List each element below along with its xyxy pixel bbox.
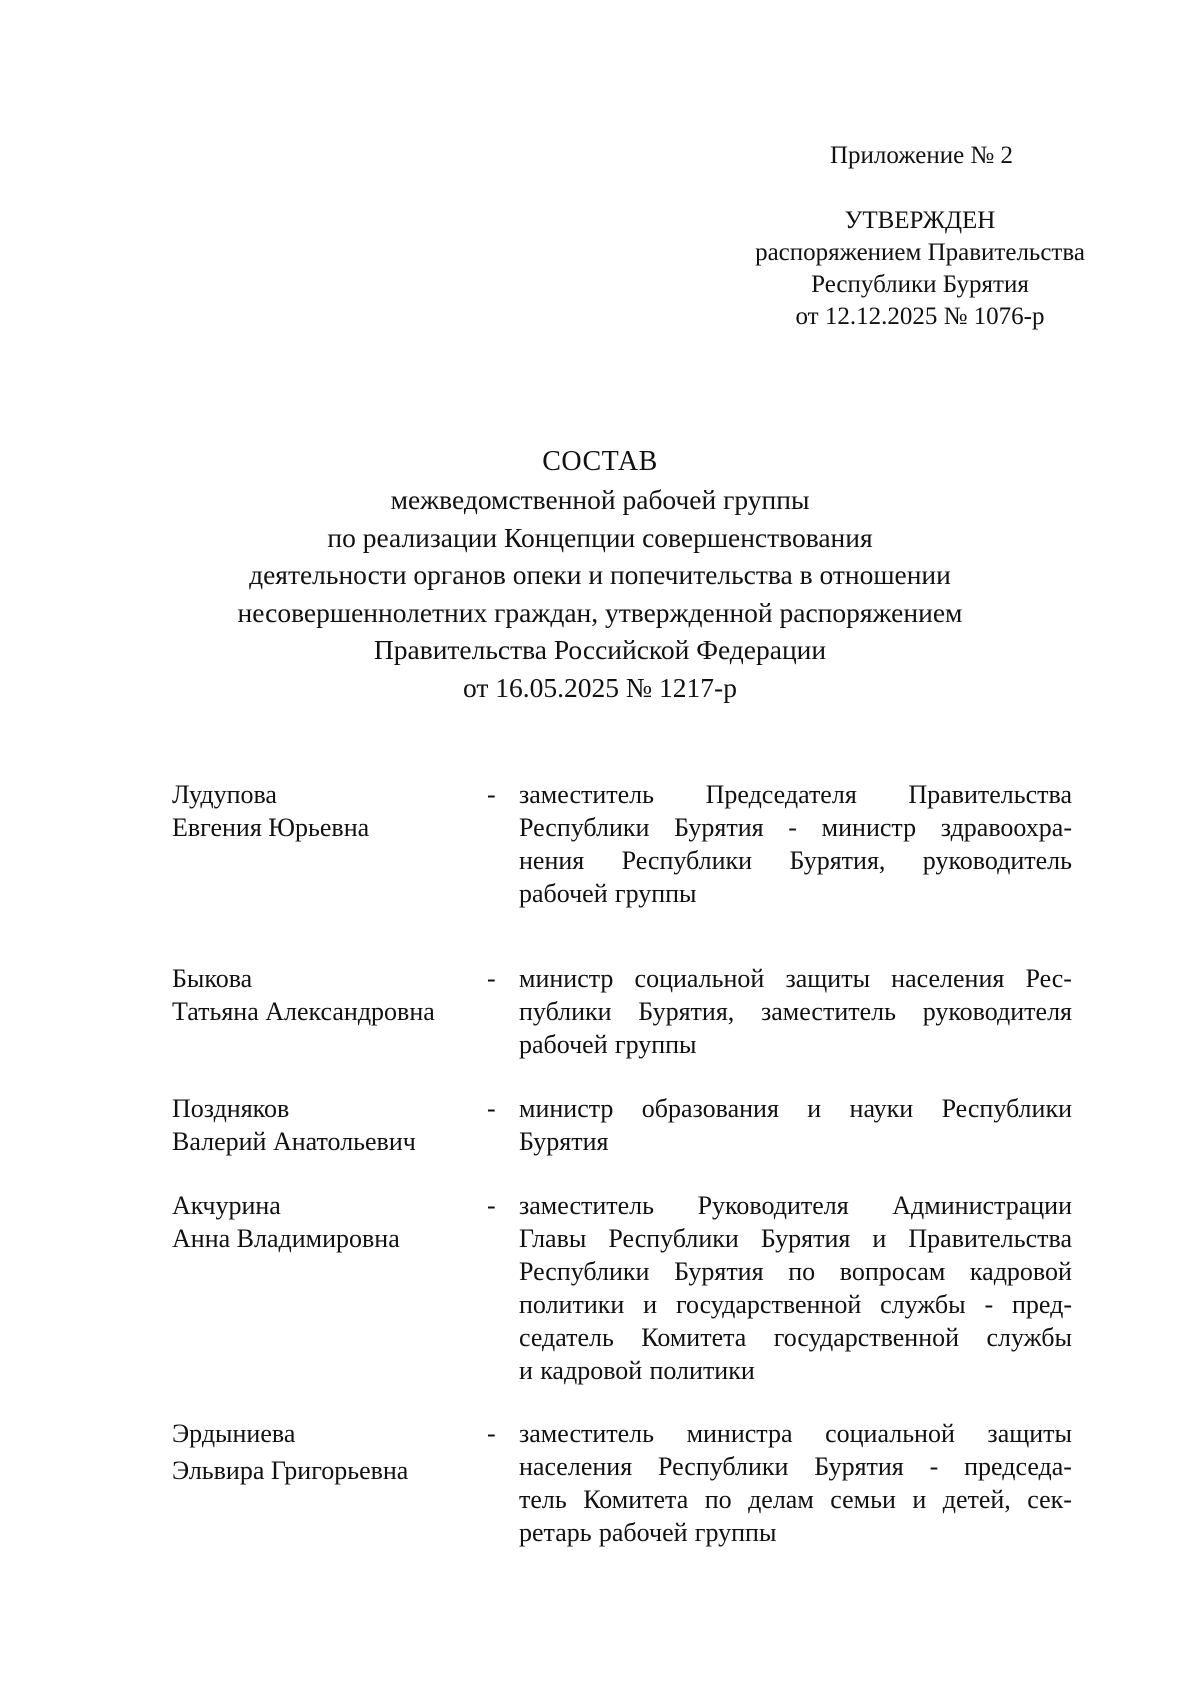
- heading-line: несовершеннолетних граждан, утвержденной распоряжением: [237, 596, 963, 628]
- member-role-line: [519, 1125, 1072, 1158]
- member-name: [172, 1189, 472, 1255]
- role-word: службы: [880, 1290, 966, 1319]
- role-word: Республики: [519, 813, 650, 842]
- member-role-line: [519, 1483, 1072, 1516]
- heading-line: межведомственной рабочей группы: [390, 484, 810, 515]
- role-word: кадровой: [969, 1257, 1072, 1286]
- member-name: [172, 962, 472, 1028]
- member-role-line: [519, 1288, 1072, 1321]
- role-word: детей,: [942, 1485, 1011, 1514]
- member-given-names: Анна Владимировна: [172, 1224, 400, 1253]
- role-word: Республики: [621, 846, 753, 875]
- member-given-names: Эльвира Григорьевна: [172, 1456, 409, 1485]
- role-word: науки: [849, 1094, 914, 1123]
- member-role-line: [519, 1028, 1072, 1061]
- role-word: ретарь: [519, 1518, 592, 1547]
- role-word: образования: [641, 1094, 779, 1123]
- role-word: министр: [821, 813, 917, 842]
- role-word: сек-: [1027, 1485, 1072, 1514]
- role-word: Бурятия: [674, 1257, 764, 1286]
- member-role-line: [519, 1354, 1072, 1387]
- approval-stamp-block: [740, 205, 1100, 333]
- role-word: рабочей: [519, 1030, 608, 1059]
- role-word: Комитета: [583, 1485, 689, 1514]
- member-given-names: Татьяна Александровна: [172, 997, 435, 1026]
- member-surname: Эрдыниева: [172, 1419, 296, 1448]
- member-role-line: [519, 844, 1072, 877]
- role-word: и: [519, 1356, 533, 1385]
- member-role-line: [519, 811, 1072, 844]
- member-name: [172, 778, 472, 844]
- role-word: рабочей: [598, 1518, 688, 1547]
- heading-title: СОСТАВ: [542, 446, 658, 477]
- role-word: и: [912, 1485, 927, 1514]
- member-dash: -: [487, 780, 496, 809]
- role-word: Правительства: [908, 780, 1072, 809]
- role-word: тель: [519, 1485, 567, 1514]
- member-surname: Быкова: [172, 964, 253, 993]
- member-role: [519, 1417, 1072, 1549]
- role-word: защиты: [785, 964, 871, 993]
- role-word: Республики: [608, 1224, 739, 1253]
- role-word: Руководителя: [697, 1191, 849, 1220]
- role-word: защиты: [987, 1419, 1072, 1448]
- member-dash: -: [487, 1094, 496, 1123]
- role-word: группы: [614, 1030, 697, 1059]
- member-role-line: [519, 1516, 1072, 1549]
- member-given-names: Валерий Анатольевич: [172, 1127, 416, 1156]
- member-role: [519, 778, 1072, 910]
- role-word: министр: [519, 1094, 614, 1123]
- role-word: Республики: [658, 1452, 789, 1481]
- approval-line: от 12.12.2025 № 1076-р: [795, 303, 1045, 330]
- role-word: седатель: [519, 1323, 614, 1352]
- role-word: кадровой: [540, 1356, 643, 1385]
- role-word: Комитета: [641, 1323, 747, 1352]
- member-role: [519, 1189, 1072, 1387]
- role-word: публики: [519, 997, 612, 1026]
- role-word: заместитель: [760, 997, 896, 1026]
- role-word: -: [788, 813, 797, 842]
- role-word: Бурятия: [519, 1127, 609, 1156]
- approval-line: распоряжением Правительства: [755, 239, 1085, 266]
- role-word: населения: [519, 1452, 633, 1481]
- role-word: Главы: [519, 1224, 587, 1253]
- role-word: нения: [519, 846, 585, 875]
- role-word: руководитель: [922, 846, 1072, 875]
- member-role-line: [519, 962, 1072, 995]
- role-word: социальной: [825, 1419, 955, 1448]
- approval-title: УТВЕРЖДЕН: [844, 207, 996, 234]
- role-word: -: [984, 1290, 994, 1319]
- member-dash: -: [487, 964, 496, 993]
- role-word: делам: [748, 1485, 814, 1514]
- member-surname: Поздняков: [172, 1094, 290, 1123]
- role-word: заместитель: [519, 1419, 655, 1448]
- role-word: министр: [519, 964, 614, 993]
- member-role: [519, 962, 1072, 1061]
- role-word: пред-: [1012, 1290, 1072, 1319]
- role-word: руководителя: [922, 997, 1072, 1026]
- role-word: Рес-: [1025, 964, 1072, 993]
- member-role-line: [519, 1450, 1072, 1483]
- member-given-names: Евгения Юрьевна: [172, 813, 370, 842]
- role-word: политики: [519, 1290, 625, 1319]
- role-word: Бурятия: [760, 1224, 851, 1253]
- role-word: населения: [891, 964, 1005, 993]
- heading-line: деятельности органов опеки и попечительства в отношении: [249, 559, 951, 590]
- role-word: и: [872, 1224, 887, 1253]
- role-word: заместитель: [519, 780, 655, 809]
- role-word: здравоохра-: [940, 813, 1072, 842]
- role-word: Бурятия: [674, 813, 764, 842]
- member-name: [172, 1417, 472, 1487]
- member-role-line: [519, 1092, 1072, 1125]
- heading-line: по реализации Концепции совершенствования: [327, 521, 873, 553]
- member-surname: Акчурина: [172, 1191, 281, 1220]
- heading-line: от 16.05.2025 № 1217-р: [463, 671, 737, 703]
- role-word: Республики: [519, 1257, 650, 1286]
- role-word: политики: [649, 1356, 755, 1385]
- member-name: [172, 1092, 472, 1158]
- role-word: Председателя: [705, 780, 857, 809]
- role-word: -: [929, 1452, 939, 1481]
- role-word: группы: [694, 1518, 777, 1547]
- role-word: вопросам: [839, 1257, 946, 1286]
- role-word: государственной: [773, 1323, 960, 1352]
- role-word: по: [704, 1485, 732, 1514]
- document-heading: [100, 443, 1100, 706]
- member-surname: Лудупова: [172, 780, 277, 809]
- role-word: Правительства: [908, 1224, 1072, 1253]
- heading-line: Правительства Российской Федерации: [373, 634, 827, 665]
- member-role-line: [519, 877, 1072, 910]
- member-role-line: [519, 1417, 1072, 1450]
- role-word: по: [788, 1257, 816, 1286]
- role-word: министра: [686, 1419, 793, 1448]
- member-role-line: [519, 778, 1072, 811]
- member-role-line: [519, 1321, 1072, 1354]
- role-word: и: [643, 1290, 658, 1319]
- member-role-line: [519, 1222, 1072, 1255]
- role-word: социальной: [634, 964, 765, 993]
- member-role-line: [519, 995, 1072, 1028]
- member-dash: -: [487, 1419, 496, 1448]
- role-word: и: [807, 1094, 822, 1123]
- member-dash: -: [487, 1191, 496, 1220]
- role-word: рабочей: [519, 879, 608, 908]
- role-word: Бурятия: [814, 1452, 904, 1481]
- member-role: [519, 1092, 1072, 1158]
- member-role-line: [519, 1255, 1072, 1288]
- role-word: Бурятия,: [789, 846, 886, 875]
- role-word: председа-: [964, 1452, 1072, 1481]
- role-word: государственной: [675, 1290, 862, 1319]
- role-word: семьи: [830, 1485, 896, 1514]
- role-word: Администрации: [892, 1191, 1072, 1220]
- member-role-line: [519, 1189, 1072, 1222]
- annex-label: Приложение № 2: [830, 142, 1014, 169]
- role-word: службы: [986, 1323, 1072, 1352]
- role-word: заместитель: [519, 1191, 655, 1220]
- role-word: группы: [614, 879, 697, 908]
- approval-line: Республики Бурятия: [811, 271, 1029, 298]
- role-word: Республики: [941, 1094, 1072, 1123]
- role-word: Бурятия,: [638, 997, 735, 1026]
